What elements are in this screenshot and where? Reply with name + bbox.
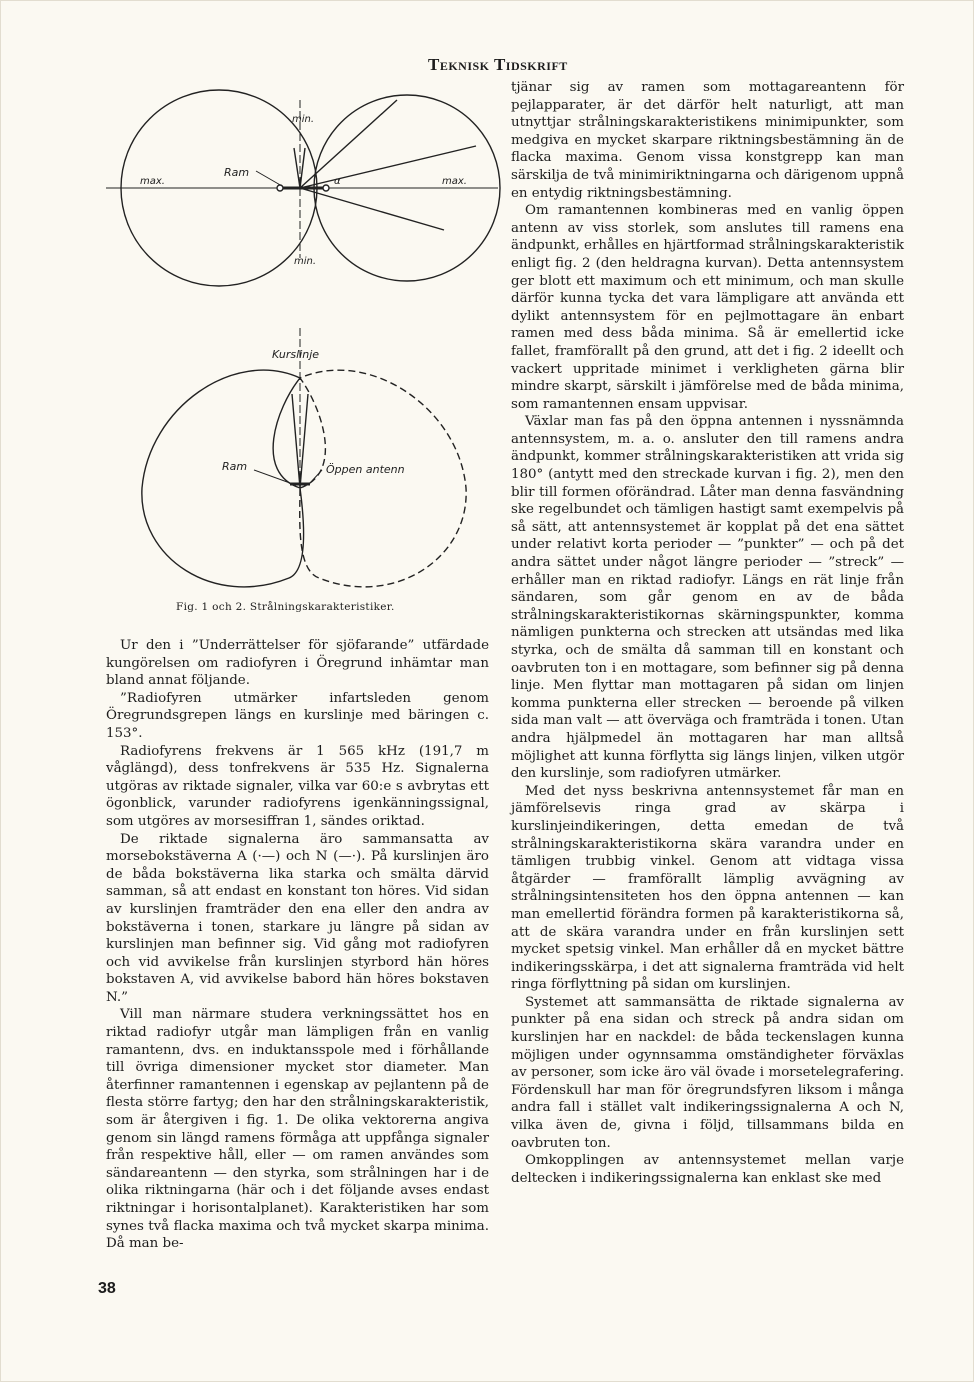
fig2-oppen-antenn-label: Öppen antenn <box>326 463 405 476</box>
fig1-min-bottom: min. <box>294 256 317 267</box>
left-paragraph-1: Ur den i ”Underrättelser för sjöfarande” utfärdade kungörelsen om radiofyren i Öregrund inhämtar man bland annat följande. <box>106 638 489 689</box>
page-number: 38 <box>98 1280 116 1297</box>
journal-header: Teknisk Tidskrift <box>428 55 568 74</box>
left-paragraph-4: De riktade signalerna äro sammansatta av morsebokstäverna A (·—) och N (—·). På kurslinjen äro de båda bokstäverna lika starka och smälta därvid samman, så att endast en konstant ton höres. Vid sidan av kurslinjen framträder den ena eller den andra av bokstäverna i tonen, starkare ju längre på sidan av kurslinjen man befinner sig. Vid gång mot radiofyren och vid avvikelse från kurslinjen styrbord hän höres bokstaven A, vid avvikelse babord hän höres bokstaven N.” <box>106 831 489 1005</box>
fig1-max-left: max. <box>140 176 165 187</box>
fig1-max-right: max. <box>442 176 467 187</box>
figure-caption: Fig. 1 och 2. Strålningskarakteristiker. <box>176 601 395 613</box>
left-paragraph-5: Vill man närmare studera verkningssättet hos en riktad radiofyr utgår man lämpligen från en vanlig ramantenn, dvs. en induktansspole med i förhållande till övriga dimensioner mycket stor diameter. Man återfinner ramantennen i egenskap av pejlantenn på de flesta större fartyg; den har den strålningskarakteristik, som är återgiven i fig. 1. De olika vektorerna angiva genom sin längd ramens förmåga att uppfånga signaler från respektive håll, eller — om ramen användes som sändareantenn — den styrka, som strålningen har i de olika riktningarna (här och i det följande avses endast riktningar i horisontalplanet). Karakteristiken har som synes två flacka maxima och två mycket skarpa minima. Då man be- <box>106 1007 489 1252</box>
radiation-pattern-figures <box>104 78 504 598</box>
fig2-kurslinje-label: Kurslinje <box>272 348 320 361</box>
right-paragraph-6: Omkopplingen av antennsystemet mellan varje deltecken i indikeringssignalerna kan enklast ske med <box>511 1153 904 1186</box>
left-paragraph-3: Radiofyrens frekvens är 1 565 kHz (191,7 m våglängd), dess tonfrekvens är 535 Hz. Signalerna utgöras av riktade signaler, vilka var 60:e s avbrytas ett ögonblick, varunder radiofyrens igenkänningssignal, som utgöres av morsesiffran 1, sändes oriktad. <box>106 743 489 829</box>
right-column <box>511 79 904 1187</box>
fig2-ram-label: Ram <box>222 460 248 473</box>
fig1-min-top: min. <box>292 114 315 125</box>
fig1-ram-label: Ram <box>224 166 250 179</box>
right-paragraph-3: Växlar man fas på den öppna antennen i nyssnämnda antennsystem, m. a. o. ansluter den till ramens andra ändpunkt, kommer strålningskarakteristiken att vrida sig 180° (antytt med den streckade kurvan i fig. 2), men den blir till formen oförändrad. Låter man denna fasvändning ske regelbundet och tämligen hastigt samt exempelvis på så sätt, att antennsystemet är kopplat på det ena sättet under relativt korta perioder — ”punkter” — och på det andra sättet under något längre perioder — ”streck” — erhåller man en riktad radiofyr. Längs en rät linje från sändaren, som går genom en av de båda strålningskarakteristikornas skärningspunkter, komma nämligen punkterna och strecken att utsändas med lika styrka, och de smälta då samman till en konstant och oavbruten ton i en mottagare, som befinner sig på denna linje. Men flyttar man mottagaren på sidan om linjen komma punkterna eller strecken — beroende på vilken sida man valt — att överväga och framträda i tonen. Utan andra hjälpmedel än mottagaren har man alltså möjlighet att kunna förflytta sig längs linjen, vilken utgör den kurslinje, som radiofyren utmärker. <box>511 414 904 782</box>
right-paragraph-5: Systemet att sammansätta de riktade signalerna av punkter på ena sidan och streck på andra sidan om kurslinjen har en nackdel: de båda teckenslagen kunna möjligen under ogynnsamma omständigheter förväxlas av personer, som icke äro väl övade i morsetelegrafering. Fördenskull har man för öregrundsfyren liksom i många andra fall i stället valt indikeringssignalerna A och N, vilka även de, givna i följd, tillsammans bilda en oavbruten ton. <box>511 994 904 1151</box>
right-paragraph-4: Med det nyss beskrivna antennsystemet får man en jämförelsevis ringa grad av skärpa i kurslinjeindikeringen, detta emedan de två strålningskarakteristikorna skära varandra under en tämligen trubbig vinkel. Genom att vidtaga vissa åtgärder — framförallt lämplig avvägning av strålningsintensiteten hos den öppna antennen — kan man emellertid förändra formen på karakteristikorna så, att de skära varandra under en från kurslinjen sett mycket spetsig vinkel. Man erhåller då en mycket bättre indikeringsskärpa, i det att signalerna framträda vid helt ringa förflyttning på sidan om kurslinjen. <box>511 783 904 993</box>
fig2-solid-cardioid <box>142 370 304 587</box>
right-paragraph-1: tjänar sig av ramen som mottagareantenn för pejlapparater, är det därför helt naturligt, att man utnyttjar strålningskarakteristikens minimipunkter, som medgiva en mycket skarpare riktningsbestämning än de flacka maxima. Genom vissa konstgrepp kan man särskilja de två minimiriktningarna och därigenom uppnå en entydig riktningsbestämning. <box>511 80 904 201</box>
right-paragraph-2: Om ramantennen kombineras med en vanlig öppen antenn av viss storlek, som anslutes till ramens ena ändpunkt, erhålles en hjärtformad strålningskarakteristik enligt fig. 2 (den heldragna kurvan). Detta antennsystem ger blott ett maximum och ett minimum, och man skulle därför kunna tycka det vara lämpligare att använda ett dylikt antennsystem för en pejlmottagare än enbart ramen med dess båda minima. Så är emellertid icke fallet, framförallt på den grund, att det i fig. 2 ideellt och vackert uppritade minimet i verkligheten gärna blir mindre skarpt, särskilt i jämförelse med de båda minima, som ramantennen ensam uppvisar. <box>511 203 904 412</box>
left-column <box>106 637 489 1253</box>
fig1-alpha-label: α <box>334 176 341 187</box>
fig2-cardioid <box>142 328 466 587</box>
fig2-dashed-cardioid <box>300 370 466 587</box>
left-paragraph-2: ”Radiofyren utmärker infartsleden genom Öregrundsgrepen längs en kurslinje med bäringen c. 153°. <box>106 690 489 741</box>
